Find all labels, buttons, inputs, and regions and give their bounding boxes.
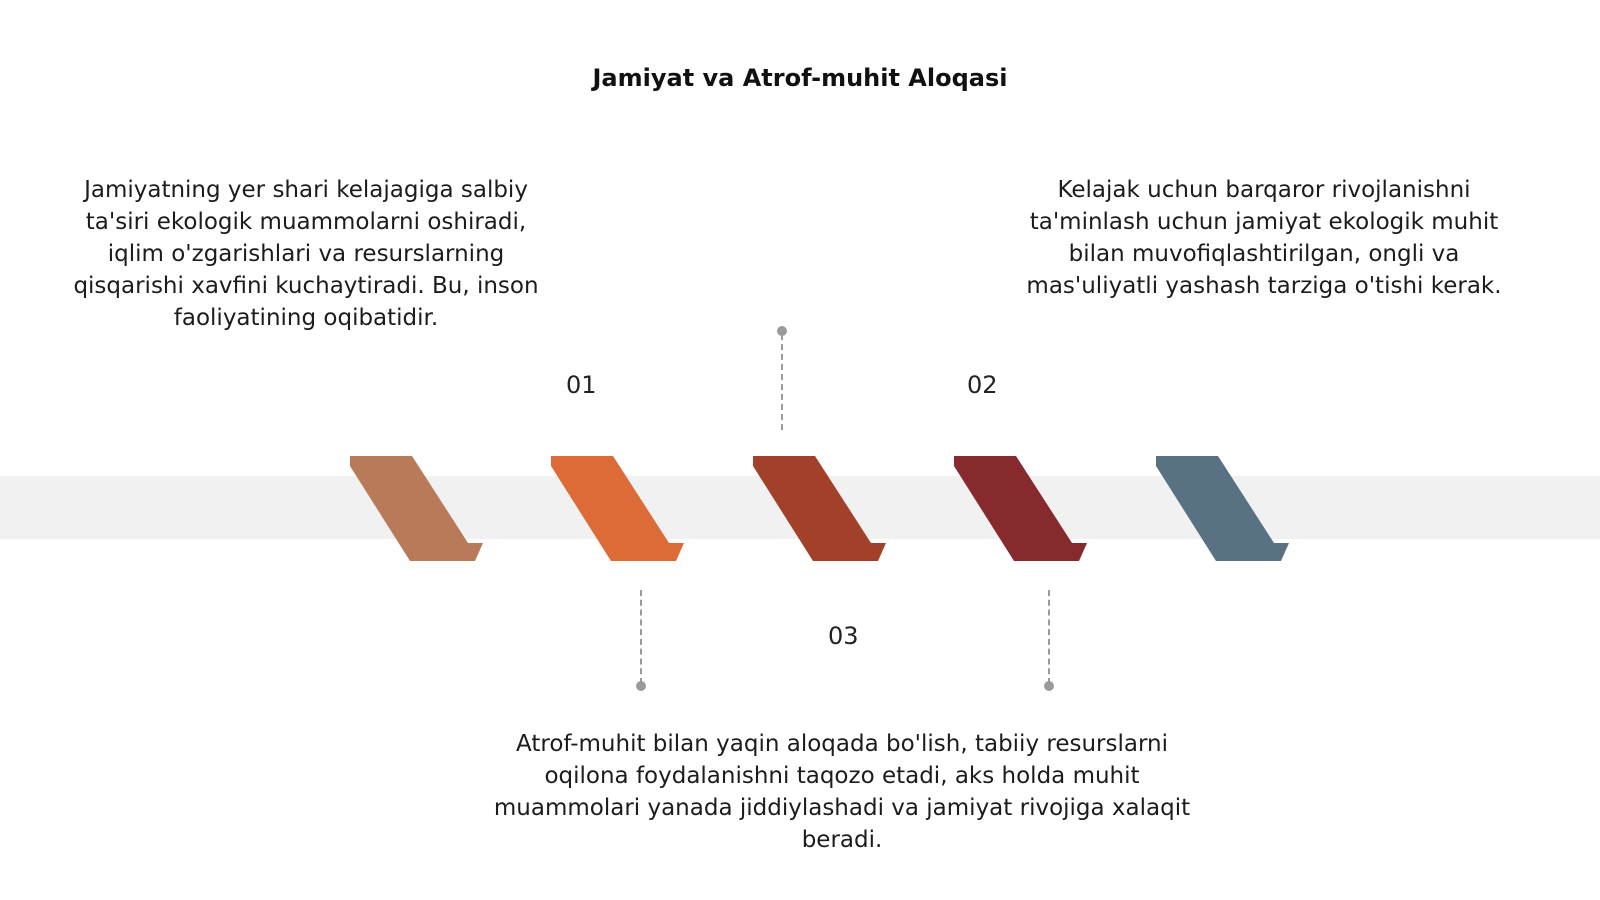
chevron-5	[1156, 456, 1289, 561]
connector-dot-bottom-left	[636, 681, 646, 691]
chevron-3	[753, 456, 886, 561]
connector-dot-bottom-right	[1044, 681, 1054, 691]
point-1-number: 01	[566, 371, 597, 399]
chevron-2	[551, 456, 684, 561]
connector-line-bottom-left	[640, 590, 642, 684]
diagram-title: Jamiyat va Atrof-muhit Aloqasi	[592, 64, 1008, 92]
point-3-number: 03	[828, 622, 859, 650]
point-2-text: Kelajak uchun barqaror rivojlanishni ta'minlash uchun jamiyat ekologik muhit bilan muvofiqlashtirilgan, ongli va mas'uliyatli yashash tarziga o'tishi kerak.	[1026, 177, 1502, 299]
connector-line-bottom-right	[1048, 590, 1050, 684]
point-2-number: 02	[967, 371, 998, 399]
connector-line-top	[781, 334, 783, 430]
chevron-1	[350, 456, 483, 561]
point-3-text: Atrof-muhit bilan yaqin aloqada bo'lish, tabiiy resurslarni oqilona foydalanishni taqozo etadi, aks holda muhit muammolari yanada jiddiylashadi va jamiyat rivojiga xalaqit beradi.	[493, 731, 1191, 853]
point-1-text: Jamiyatning yer shari kelajagiga salbiy ta'siri ekologik muammolarni oshiradi, iqlim o'zgarishlari va resurslarning qisqarishi xavfini kuchaytiradi. Bu, inson faoliyatining oqibatidir.	[73, 177, 539, 331]
chevron-4	[954, 456, 1087, 561]
